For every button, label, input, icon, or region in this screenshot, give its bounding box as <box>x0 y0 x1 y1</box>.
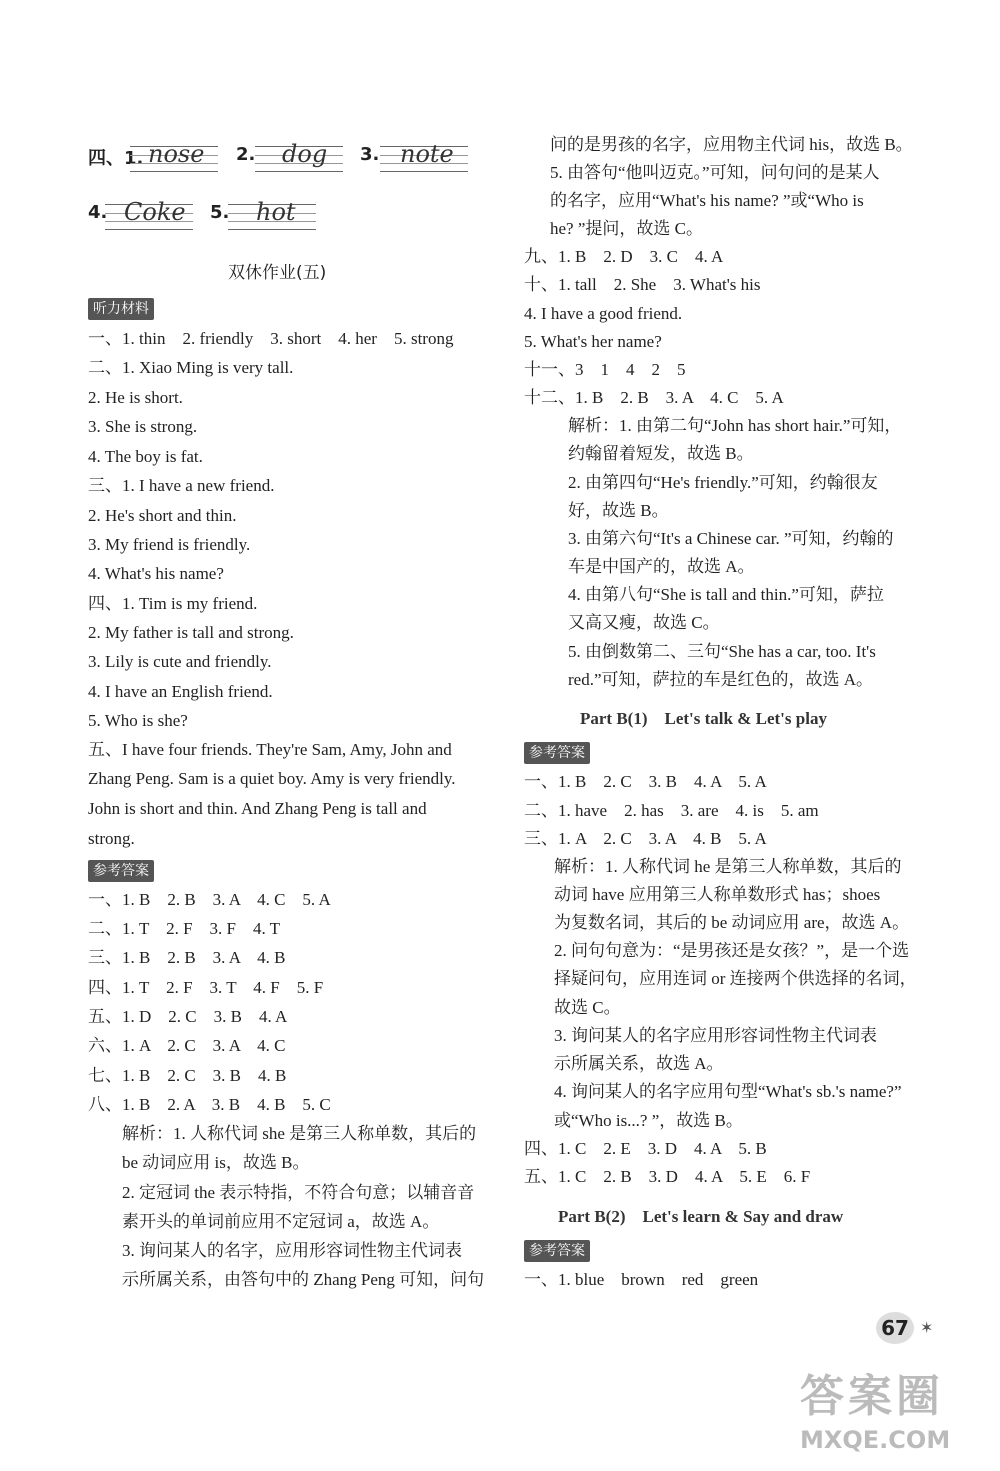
writing-word-3: note <box>400 140 454 168</box>
answer-line: 四、1. C 2. E 3. D 4. A 5. B <box>524 1139 767 1158</box>
answer-line: 九、1. B 2. D 3. C 4. A <box>524 247 724 266</box>
writing-label-3: 3. <box>360 144 380 165</box>
answer-line: 五、1. C 2. B 3. D 4. A 5. E 6. F <box>524 1167 811 1186</box>
analysis-line: 3. 询问某人的名字应用形容词性物主代词表 <box>554 1026 877 1045</box>
listening-line: Zhang Peng. Sam is a quiet boy. Amy is very friendly. <box>88 769 456 788</box>
answer-tag: 参考答案 <box>88 860 154 882</box>
answer-line: 七、1. B 2. C 3. B 4. B <box>88 1066 287 1085</box>
analysis-line: 4. 由第八句“She is tall and thin.”可知，萨拉 <box>568 585 884 604</box>
continuation-line: 5. 由答句“他叫迈克。”可知，问句问的是某人 <box>550 163 880 182</box>
continuation-line: 问的是男孩的名字，应用物主代词 his，故选 B。 <box>550 135 913 154</box>
answer-line: 十二、1. B 2. B 3. A 4. C 5. A <box>524 388 784 407</box>
watermark-text: 答案圈 <box>800 1371 944 1422</box>
answer-line: 十一、3 1 4 2 5 <box>524 360 686 379</box>
analysis-line: 为复数名词，其后的 be 动词应用 are，故选 A。 <box>554 913 910 932</box>
writing-word-2: dog <box>282 140 328 168</box>
answer-line: 一、1. blue brown red green <box>524 1270 759 1289</box>
writing-word-5: hot <box>256 198 296 226</box>
listening-line: 4. I have an English friend. <box>88 682 273 701</box>
listening-line: 5. Who is she? <box>88 711 188 730</box>
analysis-line: 3. 询问某人的名字，应用形容词性物主代词表 <box>122 1241 462 1260</box>
listening-line: strong. <box>88 829 135 848</box>
listening-line: 4. The boy is fat. <box>88 447 203 466</box>
analysis-line: 约翰留着短发，故选 B。 <box>568 444 754 463</box>
answer-line: 4. I have a good friend. <box>524 304 683 323</box>
star-icon: ✶ <box>920 1320 934 1337</box>
listening-line: 二、1. Xiao Ming is very tall. <box>88 358 294 377</box>
listening-line: 一、1. thin 2. friendly 3. short 4. her 5. strong <box>88 329 454 348</box>
analysis-line: 2. 问句句意为：“是男孩还是女孩？”，是一个选 <box>554 941 910 960</box>
analysis-line: 4. 询问某人的名字应用句型“What's sb.'s name?” <box>554 1082 902 1101</box>
continuation-line: he? ”提问，故选 C。 <box>550 219 703 238</box>
answer-tag-b1: 参考答案 <box>524 742 590 764</box>
answer-line: 二、1. have 2. has 3. are 4. is 5. am <box>524 801 819 820</box>
analysis-line: 解析：1. 人称代词 he 是第三人称单数，其后的 <box>554 857 902 876</box>
listening-line: 3. My friend is friendly. <box>88 535 251 554</box>
writing-word-1: nose <box>148 140 205 168</box>
answer-line: 三、1. B 2. B 3. A 4. B <box>88 948 286 967</box>
answer-line: 一、1. B 2. B 3. A 4. C 5. A <box>88 890 331 909</box>
writing-label-2: 2. <box>236 144 256 165</box>
answer-line: 三、1. A 2. C 3. A 4. B 5. A <box>524 829 767 848</box>
answer-line: 四、1. T 2. F 3. T 4. F 5. F <box>88 978 324 997</box>
analysis-line: 解析：1. 人称代词 she 是第三人称单数，其后的 <box>122 1124 477 1143</box>
writing-label-1: 四、1. <box>88 148 144 169</box>
answer-tag-b2: 参考答案 <box>524 1240 590 1262</box>
listening-line: 2. He's short and thin. <box>88 506 237 525</box>
answer-line: 5. What's her name? <box>524 332 662 351</box>
listening-line: 2. He is short. <box>88 388 183 407</box>
analysis-line: 车是中国产的，故选 A。 <box>568 557 755 576</box>
listening-line: 4. What's his name? <box>88 564 224 583</box>
analysis-line: 2. 定冠词 the 表示特指，不符合句意；以辅音音 <box>122 1183 475 1202</box>
analysis-line: 5. 由倒数第二、三句“She has a car, too. It's <box>568 642 876 661</box>
analysis-line: 又高又瘦，故选 C。 <box>568 613 720 632</box>
listening-line: 2. My father is tall and strong. <box>88 623 294 642</box>
page-number: 67 <box>876 1312 914 1344</box>
listening-line: 3. Lily is cute and friendly. <box>88 652 272 671</box>
analysis-line: 3. 由第六句“It's a Chinese car. ”可知，约翰的 <box>568 529 894 548</box>
watermark <box>800 1360 950 1454</box>
analysis-line: red.”可知，萨拉的车是红色的，故选 A。 <box>568 670 874 689</box>
analysis-line: 动词 have 应用第三人称单数形式 has；shoes <box>554 885 881 904</box>
writing-label-5: 5. <box>210 202 230 223</box>
analysis-line: 解析：1. 由第二句“John has short hair.”可知， <box>568 416 902 435</box>
answer-line: 二、1. T 2. F 3. F 4. T <box>88 919 281 938</box>
analysis-line: 示所属关系，由答句中的 Zhang Peng 可知，问句 <box>122 1270 485 1289</box>
analysis-line: be 动词应用 is，故选 B。 <box>122 1153 310 1172</box>
listening-line: 五、I have four friends. They're Sam, Amy, John and <box>88 740 452 759</box>
continuation-line: 的名字，应用“What's his name? ”或“Who is <box>550 191 864 210</box>
analysis-line: 故选 C。 <box>554 998 621 1017</box>
part-b1-title: Part B(1) Let's talk & Let's play <box>580 709 827 728</box>
answer-line: 八、1. B 2. A 3. B 4. B 5. C <box>88 1095 331 1114</box>
writing-label-4: 4. <box>88 202 108 223</box>
answer-line: 一、1. B 2. C 3. B 4. A 5. A <box>524 772 767 791</box>
answer-line: 六、1. A 2. C 3. A 4. C <box>88 1036 286 1055</box>
listening-tag: 听力材料 <box>88 298 154 320</box>
watermark-url: MXQE.COM <box>800 1426 951 1454</box>
listening-line: 三、1. I have a new friend. <box>88 476 275 495</box>
analysis-line: 或“Who is...? ”，故选 B。 <box>554 1111 743 1130</box>
answer-line: 十、1. tall 2. She 3. What's his <box>524 275 761 294</box>
answer-line: 五、1. D 2. C 3. B 4. A <box>88 1007 288 1026</box>
listening-line: 3. She is strong. <box>88 417 198 436</box>
analysis-line: 2. 由第四句“He's friendly.”可知，约翰很友 <box>568 473 878 492</box>
analysis-line: 择疑问句，应用连词 or 连接两个供选择的名词， <box>554 969 917 988</box>
analysis-line: 素开头的单词前应用不定冠词 a，故选 A。 <box>122 1212 440 1231</box>
section-title: 双休作业(五) <box>228 263 327 283</box>
listening-line: 四、1. Tim is my friend. <box>88 594 258 613</box>
listening-line: John is short and thin. And Zhang Peng is tall and <box>88 799 427 818</box>
part-b2-title: Part B(2) Let's learn & Say and draw <box>558 1207 844 1226</box>
writing-word-4: Coke <box>124 198 186 226</box>
analysis-line: 好，故选 B。 <box>568 501 669 520</box>
analysis-line: 示所属关系，故选 A。 <box>554 1054 724 1073</box>
